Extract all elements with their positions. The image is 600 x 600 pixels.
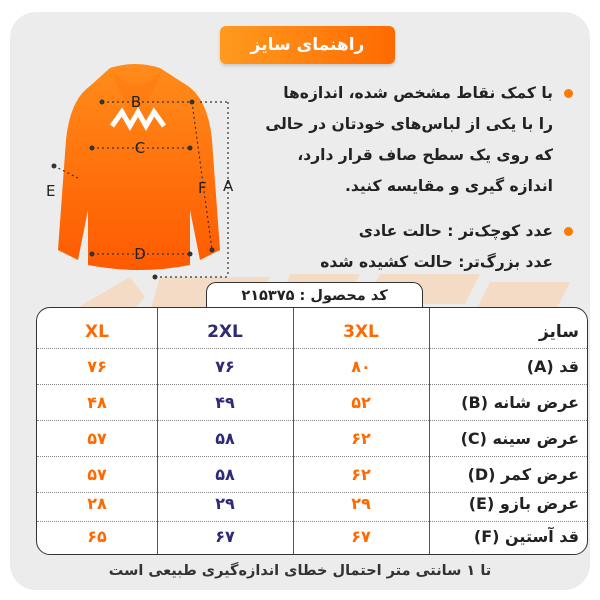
instruction-line: با کمک نقاط مشخص شده، اندازه‌ها [283,84,553,102]
product-code-value: ۲۱۵۳۷۵ [241,288,295,304]
row-label: قد (A) [526,357,579,376]
label-e: E [46,182,56,200]
note-line: عدد کوچک‌تر : حالت عادی [358,222,553,240]
label-a: A [223,177,234,195]
table-row [37,387,587,419]
value-3xl: ۲۹ [351,494,371,513]
row-label: عرض سینه (C) [460,429,579,448]
value-xl: ۷۶ [87,357,107,376]
table-row [37,423,587,455]
value-3xl: ۸۰ [351,357,371,376]
product-code [206,282,423,309]
value-3xl: ۶۷ [351,527,371,546]
instruction-bullet [225,78,575,202]
header-2xl: 2XL [207,322,243,342]
page-title: راهنمای سایز [220,26,395,64]
table-row [37,521,587,553]
note-line: عدد بزرگ‌تر: حالت کشیده شده [320,253,553,271]
instructions [225,78,575,278]
value-xl: ۶۵ [87,527,107,546]
row-label: قد آستین (F) [473,527,579,546]
size-guide-card [10,12,590,590]
value-2xl: ۲۹ [215,494,235,513]
bullet-dot-icon [564,89,573,98]
hoodie-diagram [40,60,235,285]
label-b: B [130,93,142,111]
label-f: F [198,179,207,197]
table-row [37,351,587,383]
row-label: عرض بازو (E) [468,494,579,513]
instruction-line: که روی یک سطح صاف قرار دارد، [297,146,553,164]
value-3xl: ۶۲ [351,429,371,448]
value-3xl: ۵۲ [351,393,371,412]
value-xl: ۴۸ [87,393,107,412]
value-3xl: ۶۲ [351,465,371,484]
value-xl: ۵۷ [87,429,107,448]
value-xl: ۵۷ [87,465,107,484]
instruction-line: اندازه گیری و مقایسه کنید. [345,177,553,195]
label-d: D [134,245,146,263]
label-c: C [134,139,146,157]
value-2xl: ۷۶ [215,357,235,376]
table-row [37,459,587,491]
header-3xl: 3XL [343,322,379,342]
value-xl: ۲۸ [87,494,107,513]
value-2xl: ۵۸ [215,465,235,484]
value-2xl: ۶۷ [215,527,235,546]
measurement-error-note: تا ۱ سانتی متر احتمال خطای اندازه‌گیری طبیعی است [108,563,492,579]
header-xl: XL [85,322,109,342]
row-label: عرض کمر (D) [467,465,579,484]
product-code-label: کد محصول : [299,288,388,304]
note-bullet [225,216,575,278]
header-size: سایز [538,322,579,342]
value-2xl: ۴۹ [215,393,235,412]
size-table [36,307,588,555]
table-header-row [37,316,587,348]
bullet-dot-icon [564,227,573,236]
table-row [37,488,587,520]
row-label: عرض شانه (B) [461,393,579,412]
instruction-line: را با یکی از لباس‌های خودتان در حالی [265,115,553,133]
value-2xl: ۵۸ [215,429,235,448]
